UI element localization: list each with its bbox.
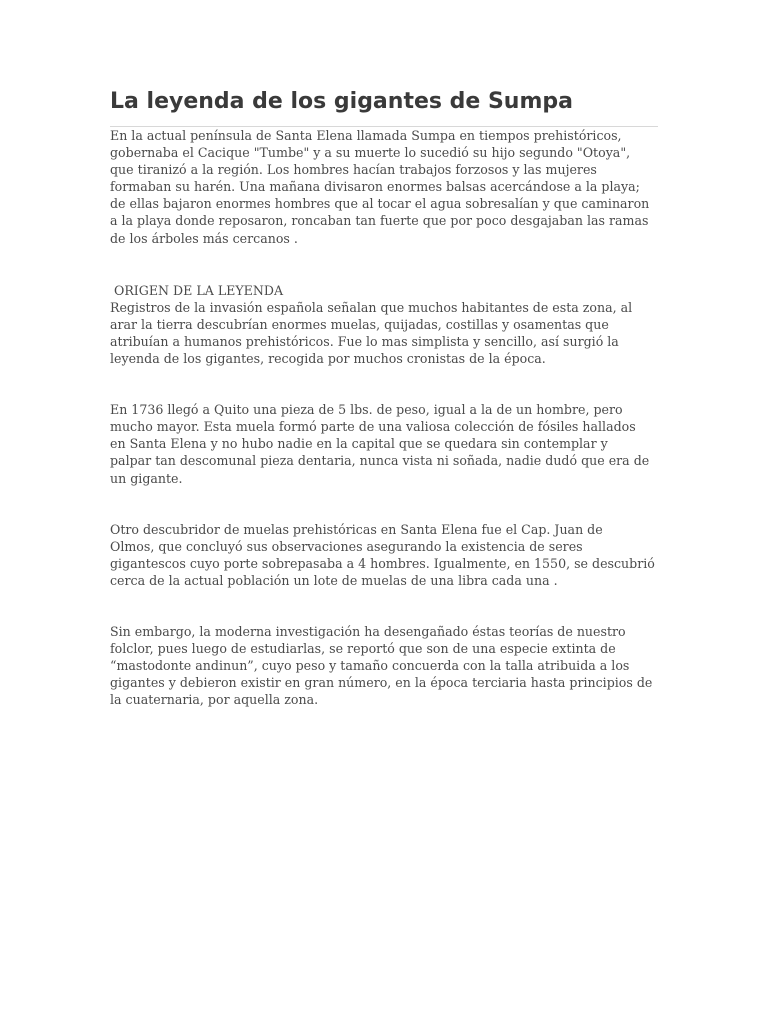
- document-page: [110, 88, 658, 708]
- paragraph-origin: Registros de la invasión española señalan que muchos habitantes de esta zona, al arar la tierra descubrían enormes muelas, quijadas, costillas y osamentas que atribuían a humanos prehistóricos. Fue lo mas simplista y sencillo, así surgió la leyenda de los gigantes, recogida por muchos cronistas de la época.: [110, 299, 633, 367]
- paragraph-modern-research: Sin embargo, la moderna investigación ha desengañado éstas teorías de nuestro folclor, pues luego de estudiarlas, se reportó que son de una especie extinta de “mastodonte andinun”, cuyo peso y tamaño concuerda con la talla atribuida a los gigantes y debieron existir en gran número, en la época terciaria hasta principios de la cuaternaria, por aquella zona.: [110, 623, 653, 708]
- paragraph-quito: En 1736 llegó a Quito una pieza de 5 lbs. de peso, igual a la de un hombre, pero mucho mayor. Esta muela formó parte de una valiosa colección de fósiles hallados en Santa Elena y no hubo nadie en la capital que se quedara sin contemplar y palpar tan descomunal pieza dentaria, nunca vista ni soñada, nadie dudó que era de un gigante.: [110, 402, 650, 486]
- document-title: La leyenda de los gigantes de Sumpa: [110, 88, 658, 127]
- section-heading-origin: ORIGEN DE LA LEYENDA: [110, 282, 284, 298]
- paragraph-olmos: Otro descubridor de muelas prehistóricas en Santa Elena fue el Cap. Juan de Olmos, que concluyó sus observaciones asegurando la existencia de seres gigantescos cuyo porte sobrepasaba a 4 hombres. Igualmente, en 1550, se descubrió cerca de la actual población un lote de muelas de una libra cada una .: [110, 521, 655, 588]
- paragraph-intro: En la actual península de Santa Elena llamada Sumpa en tiempos prehistóricos, gobernaba el Cacique "Tumbe" y a su muerte lo sucedió su hijo segundo "Otoya", que tiranizó a la región. Los hombres hacían trabajos forzosos y las mujeres formaban su harén. Una mañana divisaron enormes balsas acercándose a la playa; de ellas bajaron enormes hombres que al tocar el agua sobresalían y que caminaron a la playa donde reposaron, roncaban tan fuerte que por poco desgajaban las ramas de los árboles más cercanos .: [110, 128, 650, 246]
